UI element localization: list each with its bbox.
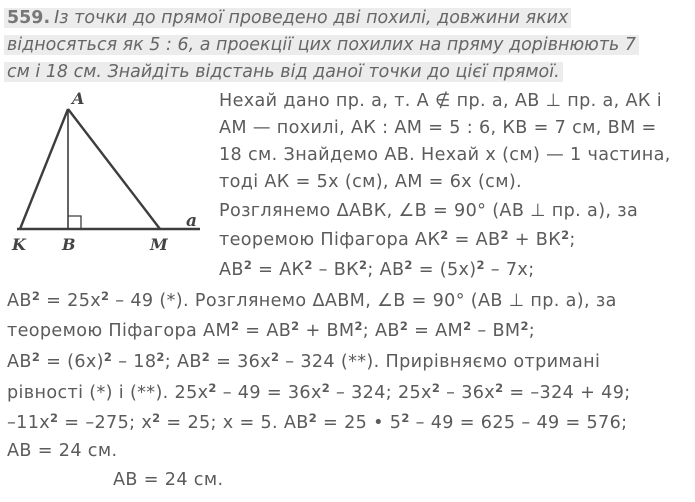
solution-line-8: $АВ^2 = 25х^2 - 49$ (*). Розглянемо ΔАВМ, ∠В = 90° (АВ ⊥ пр. а), за <box>7 289 617 311</box>
solution-line-3: 18 см. Знайдемо АВ. Нехай х (см) — 1 частина, <box>219 145 671 165</box>
solution-line-1: Нехай дано пр. а, т. А ∉ пр. а, АВ ⊥ пр. а, АК і <box>219 91 662 111</box>
solution-line-9: теоремою Піфагора $АМ^2 = АВ^2 + ВМ^2$; $АВ^2 = АМ^2 - ВМ^2$; <box>7 319 536 341</box>
problem-text-1: Із точки до прямої проведено дві похилі, довжини яких <box>54 8 569 28</box>
solution-line-7: $АВ^2 = АК^2 - ВК^2$; $АВ^2 = (5х)^2 - 7х$; <box>219 258 535 280</box>
label-b: B <box>62 235 76 254</box>
label-k: K <box>12 235 26 254</box>
problem-number: 559. <box>7 8 51 28</box>
right-angle-mark <box>68 216 81 229</box>
solution-line-6: теоремою Піфагора $АК^2 = АВ^2 + ВК^2$; <box>219 228 576 250</box>
solution-line-12: $-11х^2 = -275$; $х^2 = 25$; х = 5. $АВ^2 = 25$ • $5^2 - 49 = 625 - 49 = 576$; <box>7 411 628 433</box>
segment-ak <box>20 109 68 229</box>
solution-line-5: Розглянемо ΔАВК, ∠В = 90° (АВ ⊥ пр. а), за <box>219 201 639 221</box>
segment-am <box>68 109 160 229</box>
solution-line-4: тоді АК = 5х (см), АМ = 6х (см). <box>219 172 522 192</box>
solution-line-2: АМ — похилі, АК : АМ = 5 : 6, КВ = 7 см, ВМ = <box>219 118 657 138</box>
problem-line-1 <box>4 8 571 28</box>
solution-line-10: $АВ^2 = (6х)^2 - 18^2$; $АВ^2 = 36х^2 - 324$ (**). Прирівняємо отримані <box>7 350 601 372</box>
answer-line: АВ = 24 см. <box>113 470 224 490</box>
solution-line-11: рівності (*) і (**). $25х^2 - 49 = 36х^2 - 324$; $25х^2 - 36х^2 = -324 + 49$; <box>7 381 631 403</box>
solution-line-13: АВ = 24 см. <box>7 441 118 461</box>
triangle-figure <box>0 86 215 256</box>
label-m: M <box>150 235 168 254</box>
label-line-a: a <box>186 211 198 231</box>
label-a: A <box>72 89 85 108</box>
problem-line-3: см і 18 см. Знайдіть відстань від даної точки до цієї прямої. <box>4 62 563 82</box>
problem-line-2: відносяться як 5 : 6, а проекції цих похилих на пряму дорівнюють 7 <box>4 35 639 55</box>
